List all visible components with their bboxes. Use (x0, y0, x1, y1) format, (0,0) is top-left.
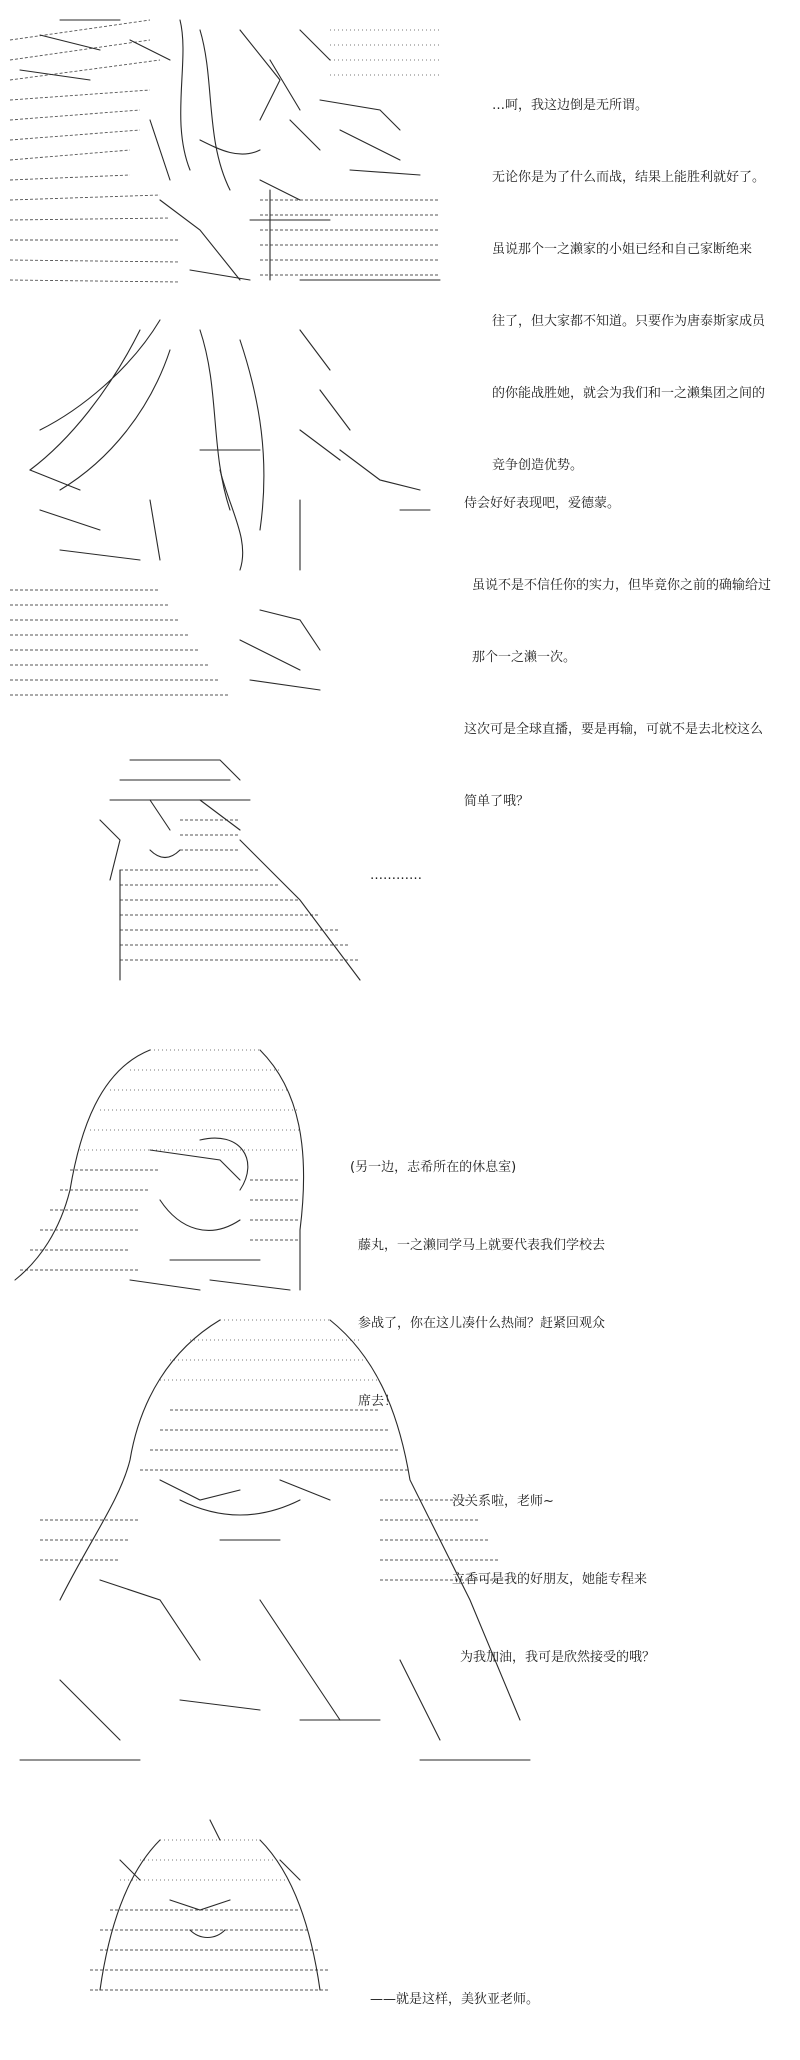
panel-1 (0, 0, 800, 473)
dialogue-line: …呵，我这边倒是无所谓。 (492, 98, 649, 113)
dialogue-box-3 (370, 816, 422, 936)
dialogue-line: 参战了，你在这儿凑什么热闹？赶紧回观众 (358, 1316, 606, 1331)
dialogue-line: 无论你是为了什么而战，结果上能胜利就好了。 (492, 170, 766, 185)
dialogue-line: 简单了哦？ (464, 794, 530, 809)
dialogue-box-5 (452, 1442, 655, 1718)
dialogue-line: 虽说不是不信任你的实力，但毕竟你之前的确输给过 (472, 578, 772, 593)
panel-6 (0, 1800, 800, 2007)
dialogue-line: ………… (370, 868, 422, 883)
ascii-art-character-1 (0, 0, 480, 300)
ascii-art-character-6 (0, 1800, 360, 2000)
dialogue-line: 那个一之濑一次。 (472, 650, 577, 665)
panel-2 (0, 310, 800, 809)
dialogue-line: 没关系啦，老师~ (452, 1494, 554, 1509)
dialogue-line: 藤丸，一之濑同学马上就要代表我们学校去 (358, 1238, 606, 1253)
dialogue-line: 这次可是全球直播，要是再输，可就不是去北校这么 (464, 722, 764, 737)
dialogue-box-6 (370, 1940, 539, 2060)
dialogue-line: 立香可是我的好朋友，她能专程来 (452, 1572, 648, 1587)
dialogue-line: 竞争创造优势。 (492, 458, 584, 473)
dialogue-line: 侍会好好表现吧，爱德蒙。 (464, 496, 621, 511)
panel-4 (0, 1030, 800, 1409)
panel-3 (0, 740, 800, 1010)
dialogue-line: 席去！ (358, 1394, 398, 1409)
dialogue-line: 的你能战胜她，就会为我们和一之濑集团之间的 (492, 386, 766, 401)
dialogue-line: 虽说那个一之濑家的小姐已经和自己家断绝来 (492, 242, 753, 257)
panel-5 (0, 1300, 800, 1780)
ascii-art-character-3 (0, 740, 400, 1010)
dialogue-line: ——就是这样，美狄亚老师。 (370, 1992, 540, 2007)
dialogue-line: 往了，但大家都不知道。只要作为唐泰斯家成员 (492, 314, 766, 329)
dialogue-line: (另一边，志希所在的休息室) (350, 1160, 517, 1175)
ascii-art-character-2 (0, 310, 460, 710)
ascii-art-character-4 (0, 1030, 340, 1300)
dialogue-line: 为我加油，我可是欣然接受的哦？ (460, 1650, 656, 1665)
